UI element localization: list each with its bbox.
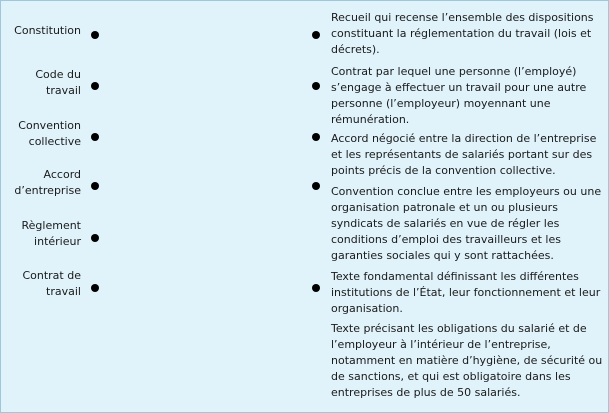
definition-4: Convention conclue entre les employeurs ou une organisation patronale et un ou plusieurs syndicats de salariés en vue de régler les conditions d’emploi des travailleurs et les garanties sociales qui y sont rattachées. xyxy=(331,185,602,262)
term-accord-entreprise: Accord d’entreprise xyxy=(14,168,81,197)
term-connector-dot-3[interactable] xyxy=(91,133,99,141)
term-convention-collective: Convention collective xyxy=(18,119,81,148)
term-connector-dot-5[interactable] xyxy=(91,234,99,242)
term-constitution: Constitution xyxy=(14,24,81,37)
term-connector-dot-2[interactable] xyxy=(91,82,99,90)
definition-1: Recueil qui recense l’ensemble des dispositions constituant la réglementation du travail (lois et décrets). xyxy=(331,11,594,56)
term-connector-dot-4[interactable] xyxy=(91,182,99,190)
definition-connector-dot-2[interactable] xyxy=(312,82,320,90)
term-code-du-travail: Code du travail xyxy=(35,68,81,97)
definition-3: Accord négocié entre la direction de l’entreprise et les représentants de salariés portant sur des points précis de la convention collective. xyxy=(331,132,597,177)
definition-connector-dot-4[interactable] xyxy=(312,182,320,190)
definition-6: Texte précisant les obligations du salarié et de l’employeur à l’intérieur de l’entreprise, notamment en matière d’hygiène, de sécurité ou de sanctions, et qui est obligatoire dans les entreprises de plus de 50 salariés. xyxy=(331,322,603,399)
term-connector-dot-1[interactable] xyxy=(91,31,99,39)
term-connector-dot-6[interactable] xyxy=(91,284,99,292)
definition-connector-dot-3[interactable] xyxy=(312,133,320,141)
definition-connector-dot-1[interactable] xyxy=(312,31,320,39)
definition-connector-dot-5[interactable] xyxy=(312,284,320,292)
term-contrat-de-travail: Contrat de travail xyxy=(22,269,81,298)
definition-2: Contrat par lequel une personne (l’employé) s’engage à effectuer un travail pour une autre personne (l’employeur) moyennant une rémunération. xyxy=(331,65,587,126)
term-reglement-interieur: Règlement intérieur xyxy=(21,219,81,248)
definition-5: Texte fondamental définissant les différentes institutions de l’État, leur fonctionnement et leur organisation. xyxy=(331,270,601,315)
